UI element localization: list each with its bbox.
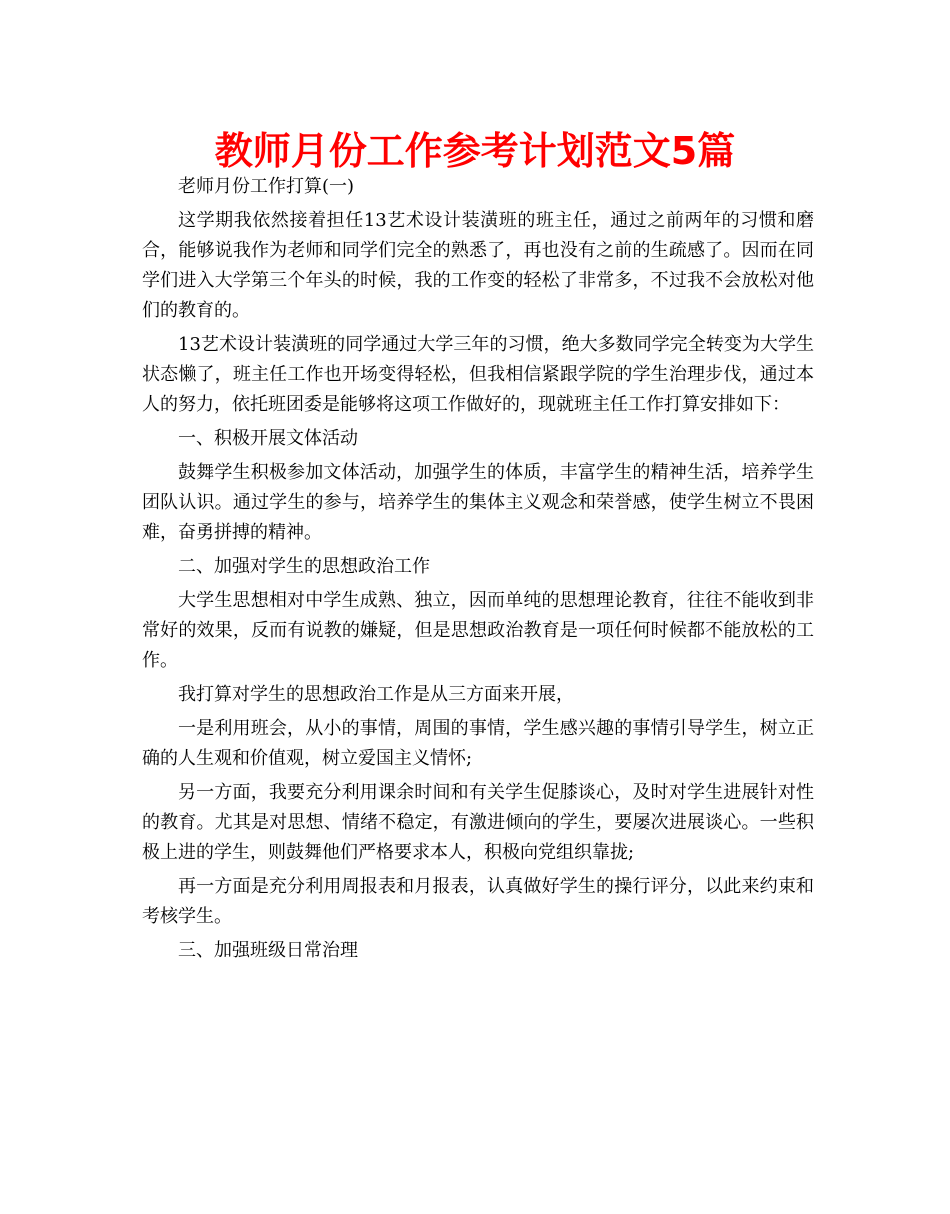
paragraph: 13艺术设计装潢班的同学通过大学三年的习惯，绝大多数同学完全转变为大学生状态懒了，班主任工作也开场变得轻松，但我相信紧跟学院的学生治理步伐，通过本人的努力，依托班团委是能够将这项工作做好的，现就班主任工作打算安排如下： (142, 334, 814, 415)
paragraph: 再一方面是充分利用周报表和月报表，认真做好学生的操行评分，以此来约束和考核学生。 (142, 876, 814, 927)
section-heading: 二、加强对学生的思想政治工作 (178, 556, 430, 577)
section-heading: 三、加强班级日常治理 (178, 940, 358, 961)
paragraph: 这学期我依然接着担任13艺术设计装潢班的班主任，通过之前两年的习惯和磨合，能够说我作为老师和同学们完全的熟悉了，再也没有之前的生疏感了。因而在同学们进入大学第三个年头的时候，我的工作变的轻松了非常多，不过我不会放松对他们的教育的。 (142, 210, 814, 321)
paragraph: 另一方面，我要充分利用课余时间和有关学生促膝谈心，及时对学生进展针对性的教育。尤其是对思想、情绪不稳定，有激进倾向的学生，要屡次进展谈心。一些积极上进的学生，则鼓舞他们严格要求本人，积极向党组织靠拢; (142, 782, 814, 863)
paragraph: 我打算对学生的思想政治工作是从三方面来开展， (178, 684, 574, 705)
section-heading: 一、积极开展文体活动 (178, 428, 358, 449)
paragraph: 一是利用班会，从小的事情，周围的事情，学生感兴趣的事情引导学生，树立正确的人生观和价值观，树立爱国主义情怀; (142, 718, 814, 769)
document-body (142, 172, 814, 970)
section-heading: 老师月份工作打算(一) (178, 176, 355, 197)
document-title: 教师月份工作参考计划范文5篇 (214, 129, 736, 173)
paragraph: 大学生思想相对中学生成熟、独立，因而单纯的思想理论教育，往往不能收到非常好的效果，反而有说教的嫌疑，但是思想政治教育是一项任何时候都不能放松的工作。 (142, 590, 814, 671)
paragraph: 鼓舞学生积极参加文体活动，加强学生的体质，丰富学生的精神生活，培养学生团队认识。通过学生的参与，培养学生的集体主义观念和荣誉感，使学生树立不畏困难，奋勇拼搏的精神。 (142, 462, 814, 543)
